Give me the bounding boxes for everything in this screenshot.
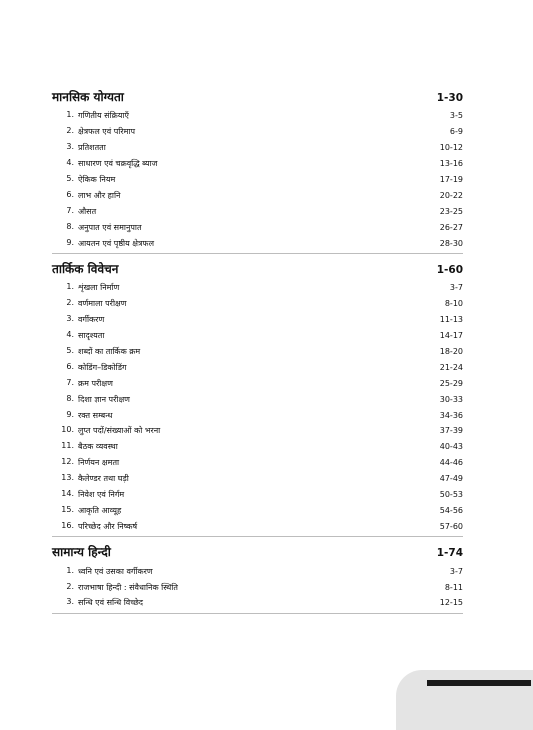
entry-title: लाभ और हानि <box>78 190 121 200</box>
entry-title: ऐकिक नियम <box>78 175 116 184</box>
entry-number: 11. <box>61 441 74 451</box>
toc-entry[interactable] <box>52 471 463 487</box>
tab-bar <box>427 680 531 686</box>
toc-section <box>52 543 463 614</box>
entry-number: 1. <box>66 282 74 292</box>
entry-number: 2. <box>66 126 74 136</box>
toc-entry[interactable] <box>52 124 463 140</box>
entry-label <box>60 582 178 593</box>
entry-number: 3. <box>66 142 74 152</box>
entry-number: 13. <box>61 473 74 483</box>
entry-label <box>60 425 160 436</box>
entry-title: क्षेत्रफल एवं परिमाप <box>78 127 135 137</box>
toc-entry[interactable] <box>52 296 463 312</box>
entry-label <box>60 457 119 468</box>
entry-pages: 3-7 <box>449 566 463 576</box>
entry-label <box>60 298 127 309</box>
entry-title: कोडिंग–डिकोडिंग <box>78 362 127 372</box>
entry-pages: 14-17 <box>439 331 463 341</box>
toc-entry[interactable] <box>52 518 463 534</box>
entry-pages: 21-24 <box>439 362 463 372</box>
entry-label <box>60 190 121 201</box>
section-page-range: 1-74 <box>436 547 463 560</box>
section-page-range: 1-30 <box>436 92 463 104</box>
entry-title: शब्दों का तार्किक क्रम <box>78 347 141 357</box>
section-title: तार्किक विवेचन <box>52 262 119 277</box>
entry-pages: 3-7 <box>449 283 463 293</box>
toc-entry[interactable] <box>52 280 463 296</box>
entry-number: 4. <box>66 330 74 340</box>
entry-pages: 47-49 <box>439 474 463 484</box>
entry-number: 5. <box>66 346 74 356</box>
entry-number: 12. <box>61 457 74 467</box>
entry-title: शृंखला निर्माण <box>78 283 120 293</box>
toc-entry[interactable] <box>52 344 463 360</box>
toc-entry[interactable] <box>52 502 463 518</box>
entry-title: परिच्छेद और निष्कर्ष <box>78 521 138 531</box>
toc-entry[interactable] <box>52 487 463 503</box>
entry-pages: 40-43 <box>439 442 463 452</box>
entry-pages: 30-33 <box>439 394 463 404</box>
entry-number: 7. <box>66 377 74 387</box>
entry-number: 9. <box>66 237 74 247</box>
entry-pages: 26-27 <box>439 222 463 232</box>
entry-pages: 12-15 <box>439 598 463 608</box>
toc-entry[interactable] <box>52 140 463 156</box>
entry-pages: 8-10 <box>444 299 463 309</box>
entry-number: 6. <box>66 361 74 371</box>
toc-entry[interactable] <box>52 423 463 439</box>
entry-number: 8. <box>66 221 74 231</box>
entry-title: कैलेण्डर तथा घड़ी <box>78 474 129 484</box>
entry-title: क्रम परीक्षण <box>78 378 113 388</box>
entry-pages: 3-5 <box>449 111 463 121</box>
entry-label <box>60 473 129 484</box>
entry-title: वर्णमाला परीक्षण <box>78 299 127 309</box>
entry-label <box>60 126 135 137</box>
toc-entry[interactable] <box>52 328 463 344</box>
entry-pages: 20-22 <box>439 190 463 200</box>
entry-title: राजभाषा हिन्दी : संवैधानिक स्थिति <box>78 582 178 592</box>
entry-label <box>60 378 113 389</box>
entry-number: 3. <box>66 314 74 324</box>
toc-entry[interactable] <box>52 219 463 235</box>
entry-label <box>60 314 104 325</box>
entry-number: 6. <box>66 189 74 199</box>
section-heading[interactable] <box>52 260 463 280</box>
section-divider <box>52 253 463 254</box>
entry-number: 2. <box>66 581 74 591</box>
entry-pages: 34-36 <box>439 410 463 420</box>
entry-pages: 13-16 <box>439 159 463 169</box>
entry-pages: 50-53 <box>439 490 463 500</box>
entry-title: निवेश एवं निर्गम <box>78 490 125 500</box>
section-title: मानसिक योग्यता <box>52 90 124 104</box>
entry-pages: 18-20 <box>439 347 463 357</box>
entry-number: 3. <box>66 597 74 607</box>
section-divider <box>52 536 463 537</box>
entry-number: 14. <box>61 489 74 499</box>
entry-pages: 11-13 <box>439 315 463 325</box>
toc-entry[interactable] <box>52 595 463 611</box>
entry-pages: 25-29 <box>439 378 463 388</box>
toc-entry[interactable] <box>52 579 463 595</box>
toc-entry[interactable] <box>52 172 463 188</box>
toc-entry[interactable] <box>52 375 463 391</box>
entry-label <box>60 566 153 577</box>
entry-number: 8. <box>66 393 74 403</box>
entry-number: 9. <box>66 409 74 419</box>
entry-number: 2. <box>66 298 74 308</box>
entry-title: साधारण एवं चक्रवृद्धि ब्याज <box>78 159 158 169</box>
toc-section <box>52 88 463 254</box>
table-of-contents <box>52 88 463 620</box>
entry-title: सादृश्यता <box>78 331 105 341</box>
entry-title: अनुपात एवं समानुपात <box>78 222 142 232</box>
entry-title: गणितीय संक्रियाएँ <box>78 111 129 121</box>
entry-label <box>60 410 112 421</box>
entry-number: 15. <box>61 504 74 514</box>
toc-entry[interactable] <box>52 235 463 251</box>
entry-title: दिशा ज्ञान परीक्षण <box>78 394 130 404</box>
entry-label <box>60 174 115 185</box>
toc-section <box>52 260 463 537</box>
toc-entry[interactable] <box>52 455 463 471</box>
section-page-range: 1-60 <box>436 264 463 277</box>
entry-number: 7. <box>66 205 74 215</box>
toc-entry[interactable] <box>52 563 463 579</box>
entry-title: निर्णयन क्षमता <box>78 458 120 468</box>
entry-label <box>60 597 143 608</box>
entry-label <box>60 441 118 452</box>
toc-entry[interactable] <box>52 391 463 407</box>
toc-entry[interactable] <box>52 156 463 172</box>
entry-pages: 10-12 <box>439 143 463 153</box>
section-heading[interactable] <box>52 543 463 563</box>
entry-label <box>60 158 158 169</box>
entry-title: बैठक व्यवस्था <box>78 442 118 452</box>
entry-title: औसत <box>78 206 97 216</box>
entry-title: ध्वनि एवं उसका वर्गीकरण <box>78 566 153 576</box>
entry-number: 5. <box>66 174 74 183</box>
entry-label <box>60 206 96 217</box>
section-divider <box>52 613 463 614</box>
entry-title: सन्धि एवं सन्धि विच्छेद <box>78 598 144 608</box>
entry-label <box>60 282 119 293</box>
entry-title: आयतन एवं पृष्ठीय क्षेत्रफल <box>78 238 155 248</box>
entry-title: प्रतिशतता <box>78 143 106 153</box>
entry-label <box>60 346 140 357</box>
entry-label <box>60 238 154 249</box>
entry-pages: 57-60 <box>439 521 463 531</box>
toc-entry[interactable] <box>52 203 463 219</box>
entry-title: आकृति आव्यूह <box>78 505 122 515</box>
toc-entry[interactable] <box>52 108 463 124</box>
entry-pages: 54-56 <box>439 505 463 515</box>
toc-entry[interactable] <box>52 439 463 455</box>
entry-pages: 37-39 <box>439 426 463 436</box>
entry-number: 16. <box>61 520 74 530</box>
toc-entry[interactable] <box>52 187 463 203</box>
entry-title: वर्गीकरण <box>78 315 105 325</box>
entry-label <box>60 110 129 121</box>
entry-pages: 8-11 <box>444 582 463 592</box>
entry-pages: 44-46 <box>439 458 463 468</box>
entry-number: 4. <box>66 158 74 168</box>
entry-title: रक्त सम्बन्ध <box>78 410 113 420</box>
entry-label <box>60 505 121 516</box>
section-title: सामान्य हिन्दी <box>52 545 111 560</box>
entry-number: 10. <box>61 425 74 435</box>
entry-label <box>60 222 142 233</box>
entry-pages: 23-25 <box>439 206 463 216</box>
toc-entry[interactable] <box>52 312 463 328</box>
entry-title: लुप्त पदों/संख्याओं को भरना <box>78 426 161 436</box>
entry-pages: 17-19 <box>439 175 463 184</box>
entry-label <box>60 521 137 532</box>
entry-number: 1. <box>66 565 74 575</box>
entry-label <box>60 330 104 341</box>
entry-label <box>60 362 127 373</box>
entry-pages: 28-30 <box>439 238 463 248</box>
entry-number: 1. <box>66 110 74 120</box>
toc-entry[interactable] <box>52 407 463 423</box>
section-heading[interactable] <box>52 88 463 108</box>
entry-label <box>60 489 124 500</box>
entry-label <box>60 394 130 405</box>
entry-label <box>60 142 106 153</box>
toc-entry[interactable] <box>52 359 463 375</box>
entry-pages: 6-9 <box>449 127 463 137</box>
page-corner-tab <box>396 670 533 730</box>
